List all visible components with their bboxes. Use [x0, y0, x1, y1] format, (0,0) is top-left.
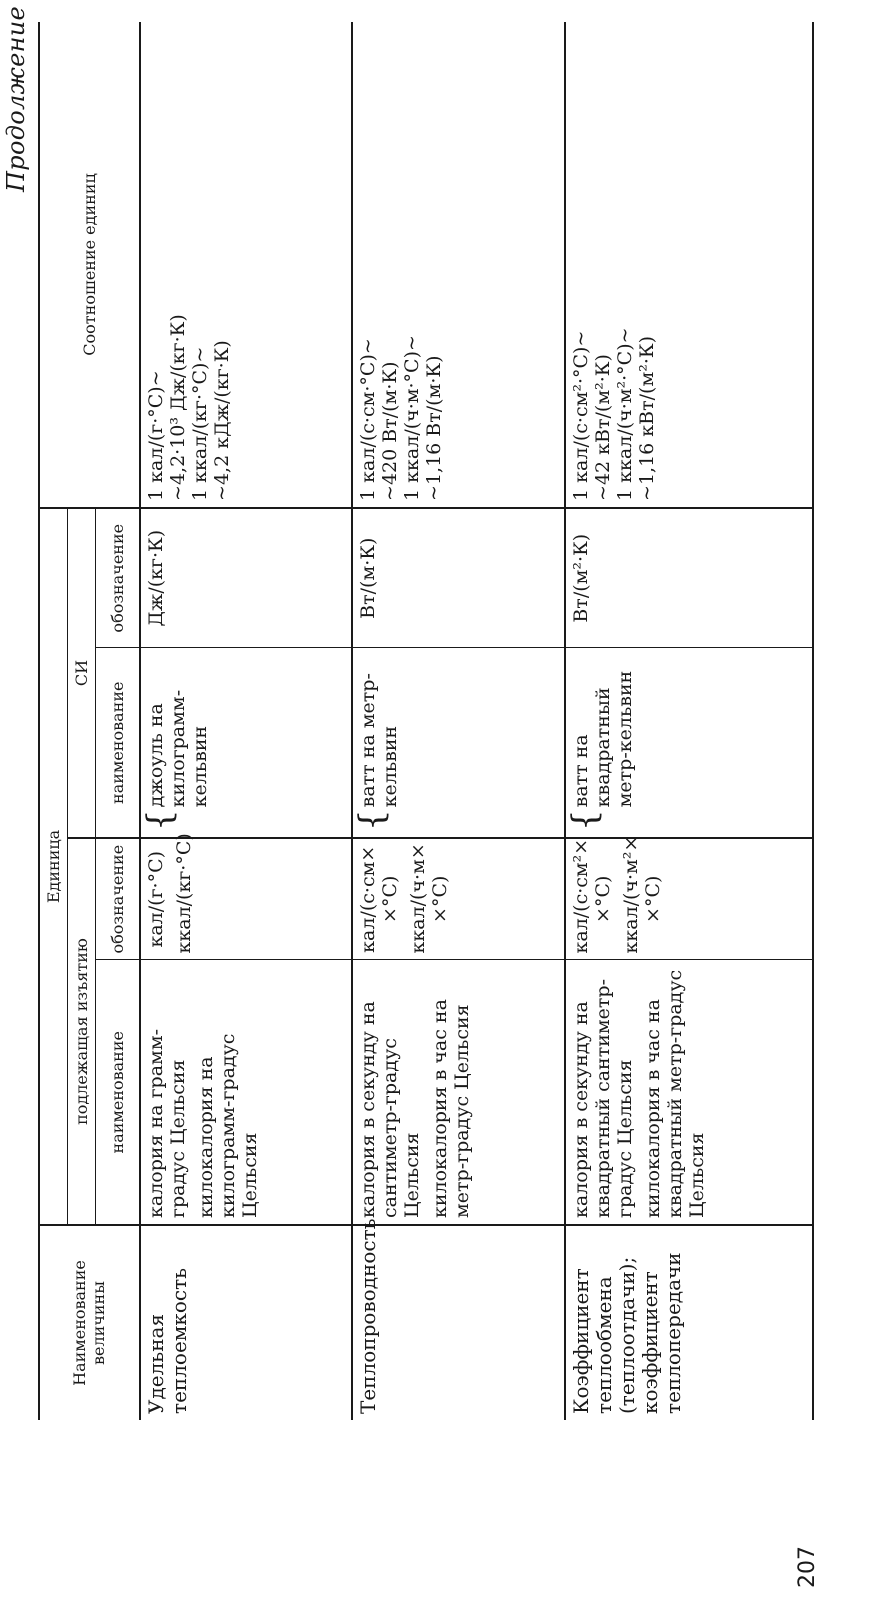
- table-row: [565, 22, 813, 1420]
- withdrawn-symbol-cell: [565, 835, 813, 960]
- header-si-symbol: обозначение: [96, 508, 140, 648]
- withdrawn-unit-symbol: ккал/(ч·м× ×°С): [407, 843, 452, 954]
- si-symbol-cell: Вт/(м·К): [352, 508, 565, 648]
- header-si-group: СИ: [68, 508, 96, 838]
- brace-icon: {: [564, 809, 605, 831]
- withdrawn-unit-symbol: кал/(г·°С): [144, 850, 167, 948]
- withdrawn-unit-name: килокалория на килограмм-градус Цельсия: [194, 1033, 261, 1218]
- header-withdrawn-name: наименование: [96, 960, 140, 1225]
- relation-line: 1 кал/(г·°С)~: [144, 370, 167, 501]
- withdrawn-unit-name: килокалория в час на квадратный метр-градус Цельсия: [641, 969, 708, 1218]
- relation-line: ~1,16 Вт/(м·К): [423, 355, 446, 501]
- relation-line: ~1,16 кВт/(м²·К): [635, 335, 658, 501]
- brace-icon: {: [352, 809, 393, 831]
- relation-line: 1 кал/(с·см·°С)~: [357, 338, 380, 501]
- withdrawn-symbol-cell: [352, 838, 565, 960]
- relation-line: 1 ккал/(ч·м²·°С)~: [613, 327, 636, 501]
- si-name-cell: [565, 648, 813, 838]
- brace-icon: {: [139, 809, 180, 831]
- quantity-cell: Коэффициент теплообмена (теплоотдачи); коэффициент теплопередачи: [565, 1225, 813, 1420]
- relation-line: ~4,2 кДж/(кг·К): [210, 340, 233, 501]
- page-number: 207: [795, 1546, 820, 1588]
- header-unit-group: Единица: [39, 508, 68, 1225]
- relation-line: ~420 Вт/(м·К): [379, 361, 402, 501]
- si-unit-name: ватт на метр-кельвин: [357, 673, 402, 808]
- header-quantity: Наименование величины: [39, 1225, 140, 1420]
- quantity-cell: Удельная теплоемкость: [140, 1225, 353, 1420]
- header-withdrawn-group: подлежащая изъятию: [68, 838, 96, 1225]
- withdrawn-unit-name: килокалория в час на метр-градус Цельсия: [429, 999, 474, 1218]
- withdrawn-unit-symbol: кал/(с·см²× ×°С): [569, 838, 614, 954]
- relation-line: 1 кал/(с·см²·°С)~: [569, 330, 592, 501]
- si-unit-name: джоуль на килограмм-кельвин: [144, 689, 211, 808]
- withdrawn-symbol-cell: [140, 833, 353, 960]
- relation-line: 1 ккал/(кг·°С)~: [188, 346, 211, 501]
- withdrawn-name-cell: [565, 960, 813, 1225]
- withdrawn-unit-name: калория в секунду на сантиметр-градус Цельсия: [357, 1001, 424, 1218]
- si-symbol-cell: Дж/(кг·К): [140, 508, 353, 648]
- relation-cell: [352, 22, 565, 508]
- running-head: Продолжение: [2, 6, 30, 192]
- withdrawn-unit-name: калория в секунду на квадратный сантиметр-градус Цельсия: [569, 978, 636, 1218]
- table-row: [140, 22, 353, 1420]
- withdrawn-name-cell: [140, 960, 353, 1225]
- si-name-cell: [140, 648, 353, 838]
- header-relation: Соотношение единиц: [39, 22, 140, 508]
- relation-line: ~4,2·10³ Дж/(кг·К): [166, 314, 189, 501]
- withdrawn-unit-symbol: ккал/(кг·°С): [172, 833, 195, 954]
- relation-cell: [565, 22, 813, 508]
- table-row: [352, 22, 565, 1420]
- withdrawn-name-cell: [352, 960, 565, 1225]
- si-name-cell: [352, 648, 565, 838]
- quantity-cell: Теплопроводность: [352, 1225, 565, 1420]
- units-table: [38, 22, 814, 1420]
- units-table-body: [140, 22, 814, 1420]
- withdrawn-unit-name: калория на грамм-градус Цельсия: [144, 1028, 189, 1218]
- withdrawn-unit-symbol: ккал/(ч·м²× ×°С): [619, 835, 664, 954]
- header-si-name: наименование: [96, 648, 140, 838]
- si-unit-name: ватт на квадратный метр-кельвин: [569, 670, 636, 808]
- relation-cell: [140, 22, 353, 508]
- relation-line: 1 ккал/(ч·м·°С)~: [401, 335, 424, 501]
- header-withdrawn-symbol: обозначение: [96, 838, 140, 960]
- si-symbol-cell: Вт/(м²·К): [565, 508, 813, 648]
- relation-line: ~42 кВт/(м²·К): [591, 354, 614, 501]
- withdrawn-unit-symbol: кал/(с·см× ×°С): [357, 845, 402, 953]
